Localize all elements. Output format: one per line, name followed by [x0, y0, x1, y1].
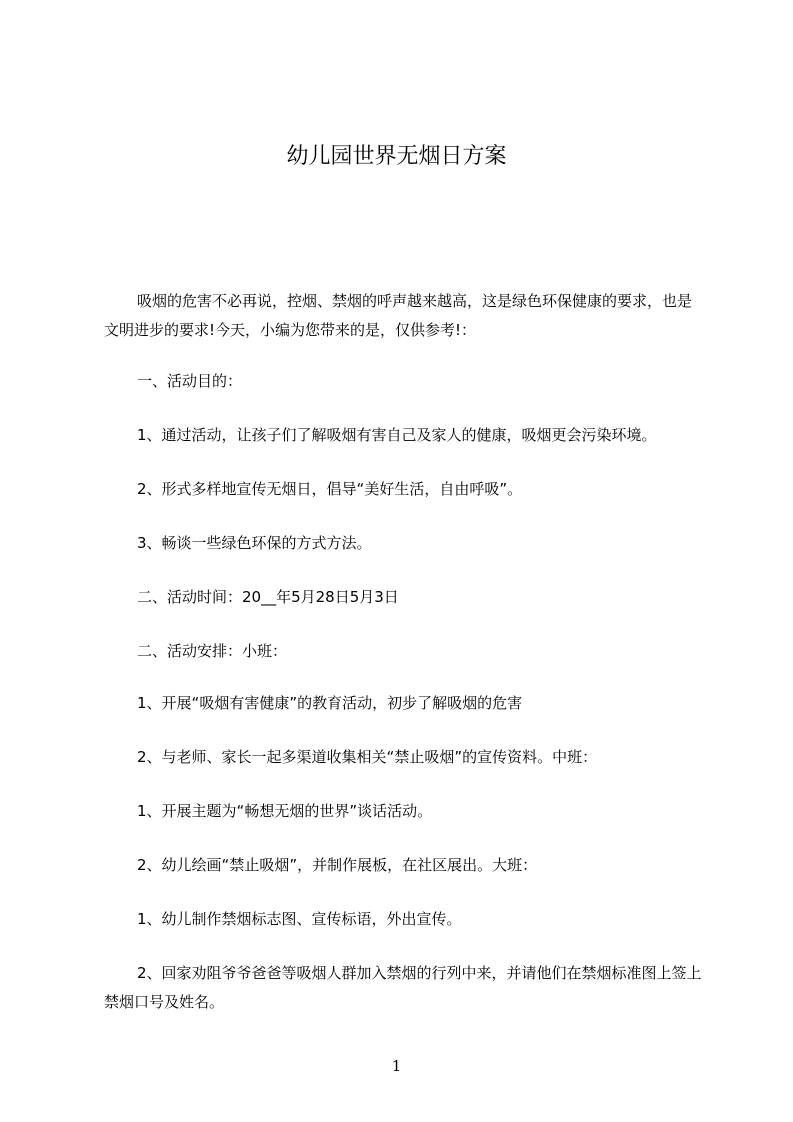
section-heading-goals: 一、活动目的：: [137, 372, 243, 390]
arrangement-item-small-1: 1、开展“吸烟有害健康”的教育活动，初步了解吸烟的危害: [137, 694, 523, 712]
section-heading-time: 二、活动时间：20__年5月28日5月3日: [137, 588, 399, 606]
page-number: 1: [391, 1057, 402, 1075]
arrangement-item-middle-1: 1、开展主题为“畅想无烟的世界”谈话活动。: [137, 802, 433, 820]
intro-paragraph: 吸烟的危害不必再说，控烟、禁烟的呼声越来越高，这是绿色环保健康的要求，也是文明进步的要求!今天，小编为您带来的是，仅供参考!：: [104, 292, 693, 339]
goal-item-3: 3、畅谈一些绿色环保的方式方法。: [137, 534, 372, 552]
arrangement-item-large-2: 2、回家劝阻爷爷爸爸等吸烟人群加入禁烟的行列中来，并请他们在禁烟标准图上签上禁烟口号及姓名。: [104, 964, 702, 1011]
goal-item-1: 1、通过活动，让孩子们了解吸烟有害自己及家人的健康，吸烟更会污染环境。: [137, 426, 657, 444]
arrangement-item-middle-2: 2、幼儿绘画“禁止吸烟”，并制作展板，在社区展出。大班：: [137, 856, 538, 874]
section-heading-arrangement: 二、活动安排：小班：: [137, 642, 288, 660]
arrangement-item-large-1: 1、幼儿制作禁烟标志图、宣传标语，外出宣传。: [137, 910, 462, 928]
page-title: 幼儿园世界无烟日方案: [286, 144, 507, 169]
arrangement-item-small-2: 2、与老师、家长一起多渠道收集相关“禁止吸烟”的宣传资料。中班：: [137, 748, 598, 766]
goal-item-2: 2、形式多样地宣传无烟日，倡导“美好生活，自由呼吸”。: [137, 480, 523, 498]
